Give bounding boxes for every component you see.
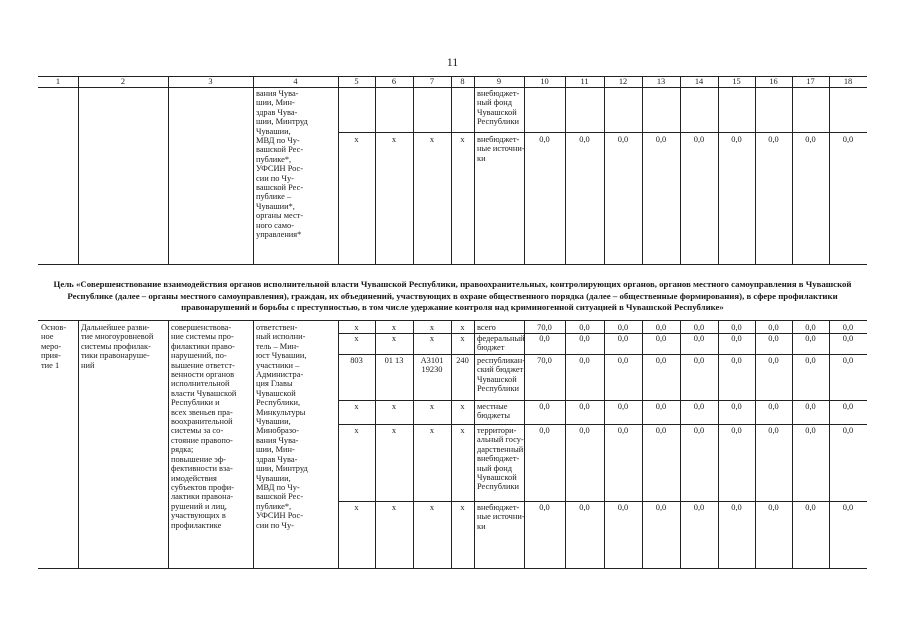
row-divider [338,132,867,133]
lower-row-6-value: 0,0 [842,503,854,512]
header-col-number: 3 [208,77,213,86]
lower-row-5-section: х [391,426,397,435]
column-divider [604,76,605,264]
lower-row-4-value: 0,0 [579,402,590,411]
column-divider [755,76,756,264]
lower-row-2-value: 0,0 [768,334,779,343]
table-border-bottom [38,568,867,569]
lower-row-3-section: 01 13 [384,356,404,365]
upper-row-2-value: 0,0 [693,135,705,144]
lower-row-2-expense-type: х [460,334,465,343]
lower-row-3-value: 0,0 [693,356,705,365]
lower-row-6-value: 0,0 [693,503,705,512]
lower-row-1-gl-rzp: х [354,323,359,332]
lower-row-6-value: 0,0 [731,503,742,512]
lower-row-4-value: 0,0 [539,402,550,411]
lower-row-5-value: 0,0 [842,426,854,435]
lower-row-3-gl-rzp: 803 [350,356,363,365]
column-divider [338,320,339,568]
goal-text: Цель «Совершенствование взаимодействия органов исполнительной власти Чувашской Республики, правоохранительных, контролирующих органов, органов местного самоуправления в Чувашской Республике (далее – органы местного самоуправления), граждан, их объединений, участвующих в охране общественного порядка (далее – общественные формирования), в сфере профилактики правонарушений и борьбы с преступностью, в том числе удержание контроля над криминогенной ситуацией в Чувашской Республике» [53,279,852,312]
lower-row-5-value: 0,0 [731,426,742,435]
column-divider [474,320,475,568]
main-activity-label: Основ- ное меро- прия- тие 1 [41,323,67,370]
upper-row-2-value: 0,0 [617,135,629,144]
lower-row-1-value: 0,0 [579,323,590,332]
lower-row-1-value: 0,0 [617,323,629,332]
lower-row-3-value: 0,0 [842,356,854,365]
column-divider [168,320,169,568]
lower-row-2-gl-rzp: х [354,334,359,343]
lower-row-6-value: 0,0 [617,503,629,512]
header-col-number: 12 [618,77,628,86]
lower-row-6-funding-source: внебюджет- ные источни- ки [477,503,525,531]
column-divider [375,320,376,568]
lower-row-5-value: 0,0 [655,426,667,435]
upper-table [38,76,867,264]
column-divider [78,320,79,568]
row-divider [338,424,867,425]
header-col-number: 4 [293,77,298,86]
lower-row-6-value: 0,0 [768,503,779,512]
lower-row-1-value: 0,0 [655,323,667,332]
lower-row-4-section: х [391,402,397,411]
header-col-number: 7 [429,77,435,86]
lower-row-6-value: 0,0 [579,503,590,512]
lower-row-2-value: 0,0 [579,334,590,343]
header-col-number: 14 [694,77,704,86]
lower-row-3-value: 0,0 [805,356,816,365]
header-col-number: 1 [55,77,61,86]
lower-row-2-value: 0,0 [731,334,742,343]
lower-row-4-value: 0,0 [693,402,705,411]
lower-row-5-gl-rzp: х [354,426,359,435]
header-col-number: 16 [769,77,778,86]
row-divider [338,354,867,355]
lower-row-5-target-item: х [429,426,435,435]
lower-row-1-value: 0,0 [693,323,705,332]
upper-row-2-expense-type: х [460,135,465,144]
column-divider [413,320,414,568]
lower-row-2-value: 0,0 [655,334,667,343]
header-col-number: 17 [806,77,815,86]
lower-row-2-value: 0,0 [617,334,629,343]
lower-row-6-value: 0,0 [805,503,816,512]
lower-row-3-target-item: А3101 19230 [420,356,444,375]
lower-row-1-value: 0,0 [805,323,816,332]
lower-row-3-value: 0,0 [768,356,779,365]
lower-row-4-gl-rzp: х [354,402,359,411]
lower-row-1-value: 70,0 [537,323,552,332]
lower-row-2-value: 0,0 [805,334,816,343]
table-border-bottom [38,264,867,265]
lower-row-5-value: 0,0 [693,426,705,435]
column-divider [413,76,414,264]
column-divider [375,76,376,264]
header-row-border [38,87,867,88]
column-divider [524,76,525,264]
header-col-number: 8 [460,77,465,86]
upper-row-2-target-item: х [429,135,435,144]
upper-row-2-section: х [391,135,397,144]
row-divider [338,501,867,502]
lower-row-5-expense-type: х [460,426,465,435]
lower-row-2-funding-source: федеральный бюджет [477,334,525,353]
lower-row-6-value: 0,0 [539,503,550,512]
column-divider [338,76,339,264]
lower-row-2-value: 0,0 [539,334,550,343]
lower-row-5-value: 0,0 [617,426,629,435]
column-divider [565,76,566,264]
header-col-number: 10 [540,77,549,86]
lower-row-1-target-item: х [429,323,435,332]
upper-row-2-value: 0,0 [731,135,742,144]
lower-row-3-value: 0,0 [579,356,590,365]
lower-row-6-target-item: х [429,503,435,512]
upper-row-2-funding-source: внебюджет- ные источни- ки [477,135,525,163]
column-divider [792,320,793,568]
column-divider [680,320,681,568]
lower-row-4-value: 0,0 [842,402,854,411]
header-col-number: 15 [732,77,741,86]
column-divider [642,320,643,568]
header-col-number: 11 [580,77,589,86]
column-divider [565,320,566,568]
lower-row-6-expense-type: х [460,503,465,512]
column-divider [168,76,169,264]
lower-row-1-funding-source: всего [477,323,496,332]
lower-row-5-value: 0,0 [539,426,550,435]
table-border-top [38,320,867,321]
lower-row-5-value: 0,0 [579,426,590,435]
lower-row-3-expense-type: 240 [456,356,469,365]
lower-row-1-expense-type: х [460,323,465,332]
lower-row-5-funding-source: территори- альный госу- дарственный внебюджет- ный фонд Чувашской Республики [477,426,524,492]
lower-row-2-value: 0,0 [842,334,854,343]
column-divider [718,320,719,568]
lower-row-6-section: х [391,503,397,512]
upper-row-2-gl-rzp: х [354,135,359,144]
lower-table [38,320,867,568]
header-col-number: 2 [120,77,126,86]
row-divider [338,400,867,401]
column-divider [680,76,681,264]
lower-row-5-value: 0,0 [805,426,816,435]
column-divider [755,320,756,568]
header-col-number: 9 [496,77,502,86]
column-divider [78,76,79,264]
upper-row-2-value: 0,0 [842,135,854,144]
lower-row-1-value: 0,0 [731,323,742,332]
header-col-number: 13 [656,77,666,86]
lower-row-2-target-item: х [429,334,435,343]
lower-row-3-value: 0,0 [731,356,742,365]
column-divider [253,76,254,264]
column-divider [474,76,475,264]
lower-row-6-gl-rzp: х [354,503,359,512]
lower-row-4-target-item: х [429,402,435,411]
lower-row-4-funding-source: местные бюджеты [477,402,511,421]
upper-row-2-value: 0,0 [579,135,590,144]
lower-row-6-value: 0,0 [655,503,667,512]
lower-row-2-value: 0,0 [693,334,705,343]
executors-cell: вания Чува- шии, Мин- здрав Чува- шии, Минтруд Чувашии, МВД по Чу- вашской Рес- публике*, УФСИН Рос- сии по Чу- вашской Рес- публике – Чувашии*, органы мест- ного само- управления* [256,89,308,240]
header-col-number: 5 [354,77,359,86]
column-divider [792,76,793,264]
lower-row-4-value: 0,0 [731,402,742,411]
lower-row-3-value: 0,0 [617,356,629,365]
lower-row-1-section: х [391,323,397,332]
lower-row-5-value: 0,0 [768,426,779,435]
lower-row-1-value: 0,0 [842,323,854,332]
column-divider [604,320,605,568]
lower-row-4-value: 0,0 [617,402,629,411]
lower-row-3-value: 70,0 [537,356,552,365]
column-divider [451,320,452,568]
upper-row-2-value: 0,0 [805,135,816,144]
lower-row-3-value: 0,0 [655,356,667,365]
lower-row-3-funding-source: республикан- ский бюджет Чувашской Республики [477,356,526,394]
upper-row-1-funding-source: внебюджет- ный фонд Чувашской Республики [477,89,520,127]
upper-row-2-value: 0,0 [655,135,667,144]
column-divider [829,320,830,568]
lower-row-2-section: х [391,334,397,343]
lower-row-1-value: 0,0 [768,323,779,332]
lower-row-4-value: 0,0 [655,402,667,411]
header-col-number: 6 [391,77,397,86]
column-divider [642,76,643,264]
lower-row-4-value: 0,0 [805,402,816,411]
upper-row-2-value: 0,0 [768,135,779,144]
upper-row-2-value: 0,0 [539,135,550,144]
main-activity-executors: ответствен- ный исполни- тель – Мин- юст Чувашии, участники – Администра- ция Главы Чувашской Республики, Минкультуры Чувашии, Минобразо- вания Чува- шии, Мин- здрав Чува- шии, Минтруд Чувашии, МВД по Чу- вашской Рес- публике*, УФСИН Рос- сии по Чу- [256,323,308,530]
column-divider [253,320,254,568]
main-activity-name: Дальнейшее разви- тие многоуровневой системы профилак- тики правонаруше- ний [81,323,154,370]
page-number: 11 [446,55,459,69]
lower-row-4-value: 0,0 [768,402,779,411]
column-divider [829,76,830,264]
column-divider [451,76,452,264]
lower-row-4-expense-type: х [460,402,465,411]
column-divider [718,76,719,264]
header-col-number: 18 [843,77,853,86]
main-activity-goals: совершенствова- ние системы про- филактики право- нарушений, по- вышение ответст- венности органов исполнительной власти Чувашской Республики и всех звеньев пра- воохранительной системы за со- стояние правопо- рядка; повышение эф- фективности вза- имодействия субъектов профи- лактики правона- рушений и лиц, участвующих в профилактике [171,323,237,530]
